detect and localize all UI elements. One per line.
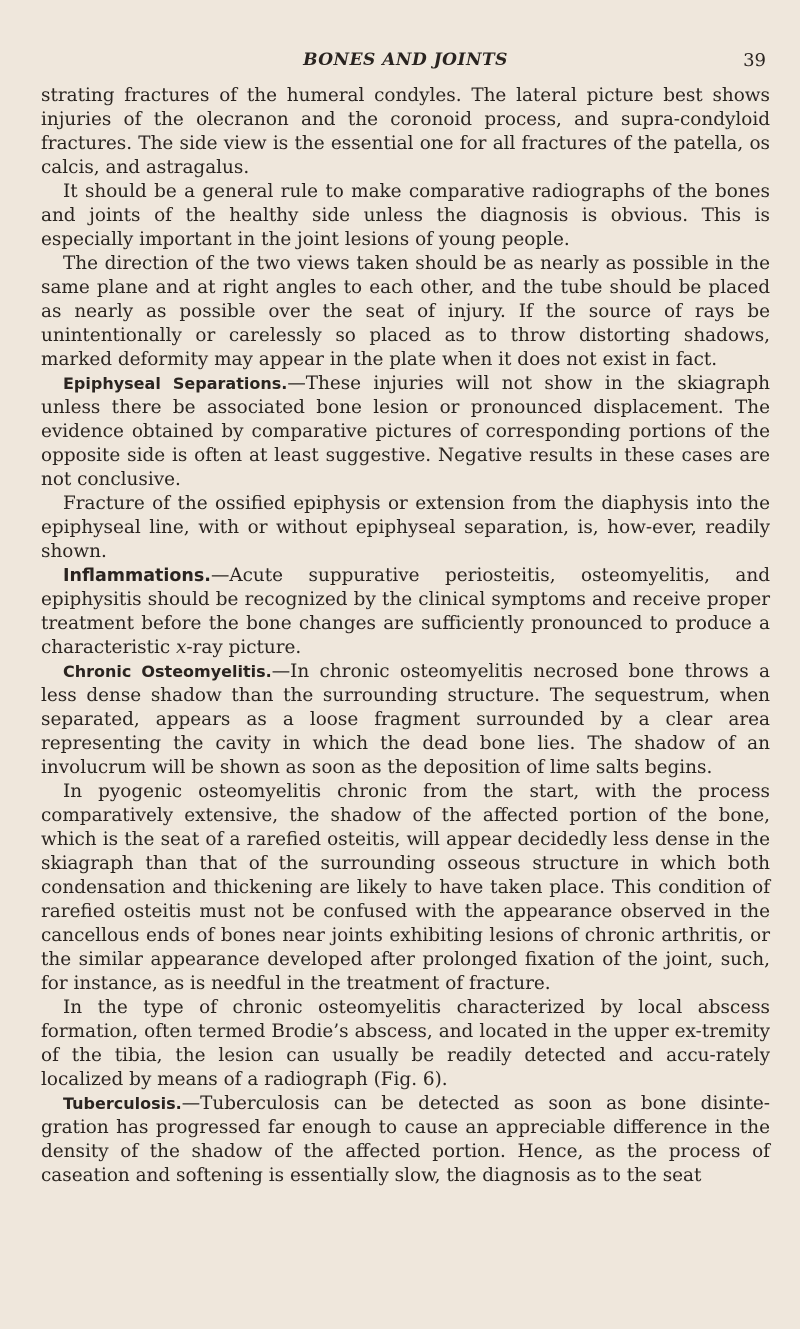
paragraph-tuberculosis [41,1092,770,1188]
section-heading: Inflammations. [63,566,211,586]
section-heading: Tuberculosis. [63,1094,182,1113]
italic-x: x [175,637,187,658]
paragraph-text: Fracture of the ossified epiphysis or extension from the diaphysis into the epiphyseal line, with or without epiphyseal separation, is, how-ever, readily shown. [41,493,770,562]
running-head [41,50,770,74]
paragraph-text: —These injuries will not show in the skiagraph unless there be associated bone lesion or pronounced displacement. The evidence obtained by comparative pictures of corresponding portions of the opposite side is often at least suggestive. Negative results in these cases are not conclusive. [41,373,770,490]
paragraph-text: —Tuberculosis can be detected as soon as bone disinte-gration has progressed far enough to cause an appreciable difference in the density of the shadow of the affected portion. Hence, as the process of caseation and softening is essentially slow, the diagnosis as to the seat [41,1093,770,1186]
page-number: 39 [743,50,766,71]
paragraph-text: —Acute suppurative periosteitis, osteomyelitis, and epiphysitis should be recognized by the clinical symptoms and receive proper treatment before the bone changes are sufficiently pronounced to produce a characteristic [41,565,770,658]
paragraph-epiphyseal-separations [41,372,770,492]
paragraph-comparative-radiographs [41,180,770,252]
paragraph-direction-of-views [41,252,770,372]
paragraph-text: strating fractures of the humeral condyles. The lateral picture best shows injuries of the olecranon and the coronoid process, and supra-condyloid fractures. The side view is the essential one for all fractures of the patella, os calcis, and astragalus. [41,85,770,178]
paragraph-brodies-abscess [41,996,770,1092]
paragraph-ossified-epiphysis [41,492,770,564]
paragraph-text: -ray picture. [186,637,302,658]
paragraph-inflammations [41,564,770,660]
paragraph-text: It should be a general rule to make comparative radiographs of the bones and joints of the healthy side unless the diagnosis is obvious. This is especially important in the joint lesions of young people. [41,181,770,250]
paragraph-text: In the type of chronic osteomyelitis characterized by local abscess formation, often termed Brodie’s abscess, and located in the upper ex-tremity of the tibia, the lesion can usually be readily detected and accu-rately localized by means of a radiograph (Fig. 6). [41,997,770,1090]
paragraph-continued [41,84,770,180]
paragraph-text: In pyogenic osteomyelitis chronic from the start, with the process comparatively extensive, the shadow of the affected portion of the bone, which is the seat of a rarefied osteitis, will appear decidedly less dense in the skiagraph than that of the surrounding osseous structure in which both condensation and thickening are likely to have taken place. This condition of rarefied osteitis must not be confused with the appearance observed in the cancellous ends of bones near joints exhibiting lesions of chronic arthritis, or the similar appearance developed after prolonged fixation of the joint, such, for instance, as is needful in the treatment of fracture. [41,781,770,994]
paragraph-pyogenic-osteomyelitis [41,780,770,996]
body-text [41,84,770,1188]
section-heading: Chronic Osteomyelitis. [63,662,272,681]
section-heading: Epiphyseal Separations. [63,374,288,393]
paragraph-text: The direction of the two views taken should be as nearly as possible in the same plane and at right angles to each other, and the tube should be placed as nearly as possible over the seat of injury. If the source of rays be unintentionally or carelessly so placed as to throw distorting shadows, marked deformity may appear in the plate when it does not exist in fact. [41,253,770,370]
running-title: BONES AND JOINTS [303,50,508,70]
paragraph-text: —In chronic osteomyelitis necrosed bone throws a less dense shadow than the surrounding structure. The sequestrum, when separated, appears as a loose fragment surrounded by a clear area representing the cavity in which the dead bone lies. The shadow of an involucrum will be shown as soon as the deposition of lime salts begins. [41,661,771,778]
paragraph-chronic-osteomyelitis [41,660,770,780]
